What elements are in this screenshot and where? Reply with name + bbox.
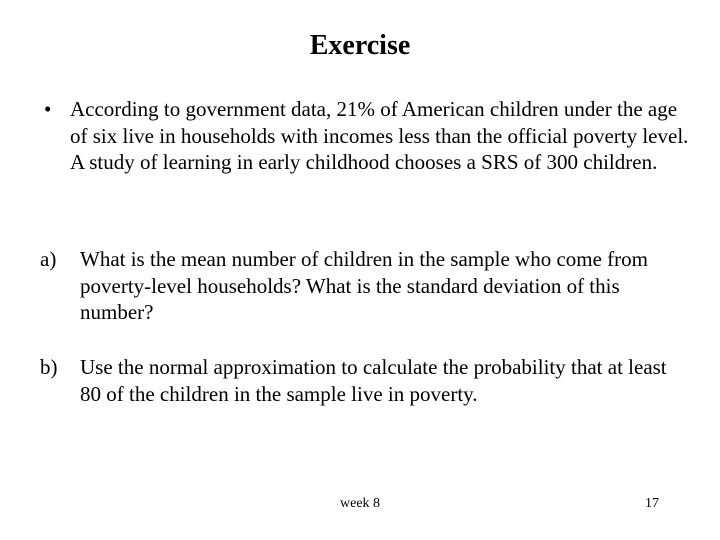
- question-a: [40, 246, 690, 326]
- page-number: 17: [645, 496, 659, 511]
- footer-week-label: week 8: [340, 496, 381, 511]
- question-b-text: Use the normal approximation to calculate the probability that at least 80 of the children in the sample live in poverty.: [80, 355, 667, 406]
- slide-title: Exercise: [309, 30, 411, 61]
- question-a-marker: a): [40, 247, 57, 271]
- bullet-paragraph: [44, 96, 694, 176]
- question-a-text: What is the mean number of children in the sample who come from poverty-level households? What is the standard deviation of this number?: [80, 247, 648, 324]
- bullet-text: According to government data, 21% of American children under the age of six live in households with incomes less than the official poverty level. A study of learning in early childhood chooses a SRS of 300 children.: [70, 97, 689, 174]
- question-b-marker: b): [40, 355, 58, 379]
- question-b: [40, 354, 690, 407]
- bullet-marker: •: [44, 97, 52, 121]
